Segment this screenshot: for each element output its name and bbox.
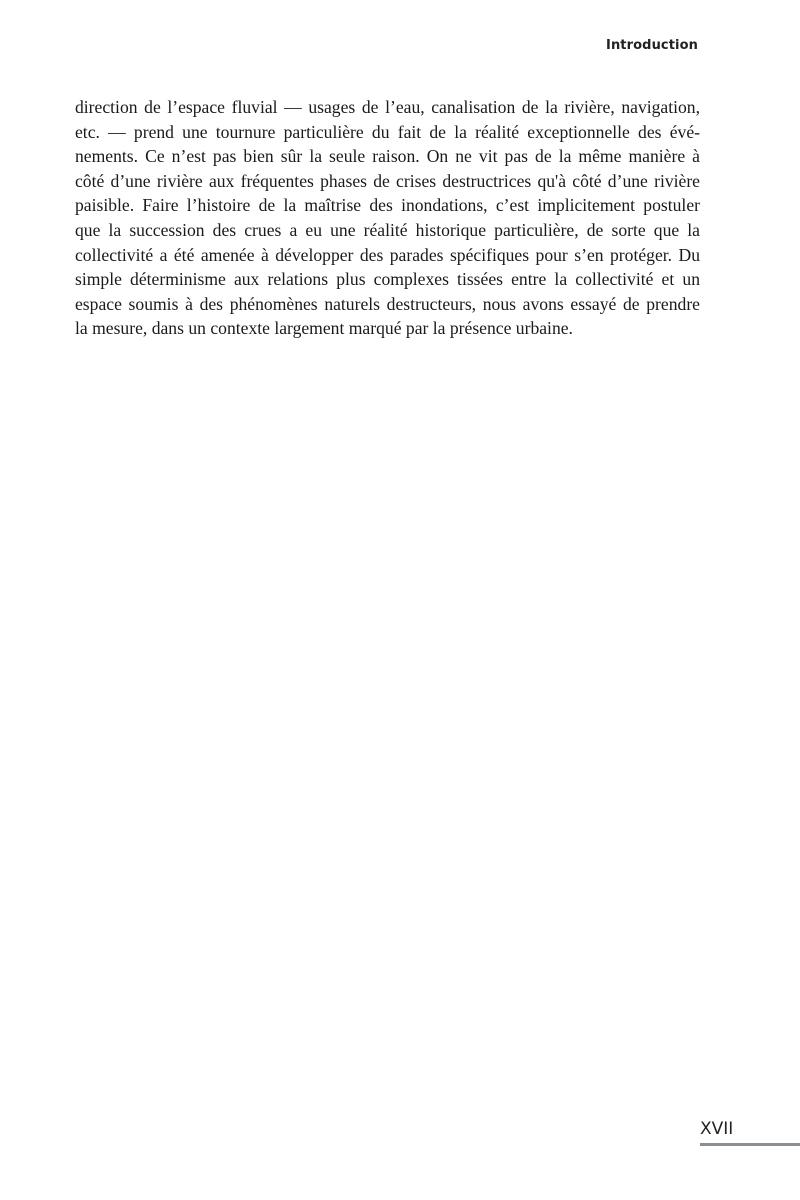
text-line: la mesure, dans un contexte largement marqué par la présence urbaine. [75, 318, 573, 339]
text-line: côté d’une rivière aux fréquentes phases de crises destructrices qu'à côté d’une rivière [75, 170, 700, 191]
text-line: simple déterminisme aux relations plus complexes tissées entre la collectivité et un [75, 269, 700, 290]
text-line: paisible. Faire l’histoire de la maîtrise des inondations, c’est implicitement postuler [75, 195, 700, 216]
text-line: espace soumis à des phénomènes naturels destructeurs, nous avons essayé de prendre [75, 293, 700, 314]
body-paragraph [75, 95, 700, 341]
text-line: nements. Ce n’est pas bien sûr la seule raison. On ne vit pas de la même manière à [75, 146, 700, 167]
text-line: que la succession des crues a eu une réalité historique particulière, de sorte que la [75, 219, 700, 240]
text-line: direction de l’espace fluvial — usages de l’eau, canalisation de la rivière, navigation, [75, 97, 700, 117]
text-line: etc. — prend une tournure particulière du fait de la réalité exceptionnelle des évé- [75, 121, 700, 142]
page-number: XVII [700, 1119, 734, 1139]
text-line: collectivité a été amenée à développer des parades spécifiques pour s’en protéger. Du [75, 244, 700, 265]
footer-rule [700, 1143, 800, 1146]
running-header: Introduction [606, 38, 698, 53]
